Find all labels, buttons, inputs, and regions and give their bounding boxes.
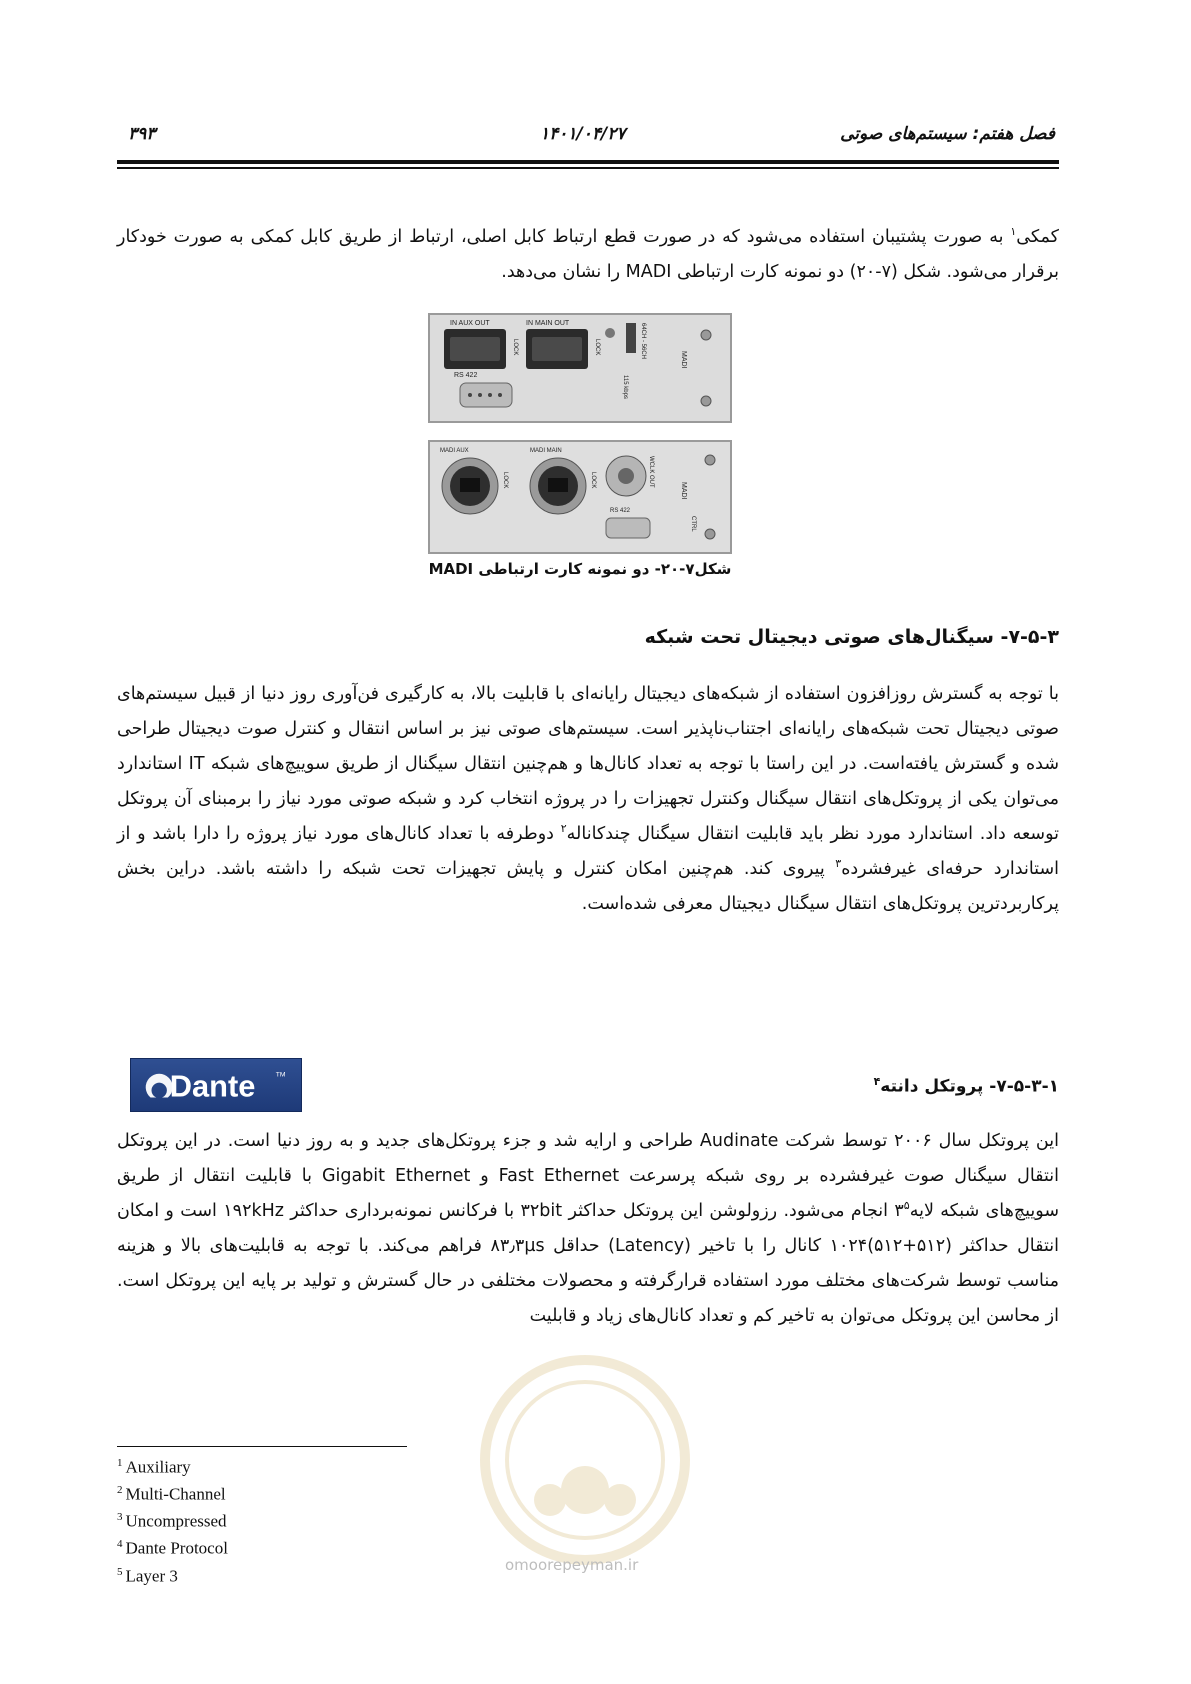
rs422-connector — [460, 383, 512, 407]
card-2-rs422-connector — [606, 518, 650, 538]
watermark-url: omoorepeyman.ir — [505, 1556, 639, 1574]
header-date: ۱۴۰۱/۰۴/۲۷ — [540, 124, 626, 144]
madi-card-photo-2 — [428, 440, 732, 554]
footnotes — [117, 1452, 228, 1588]
card-2-wclk-label: WCLK OUT — [648, 456, 654, 488]
subsection-paragraph — [117, 1124, 1059, 1334]
footnote-5 — [117, 1561, 228, 1588]
footnote-1-text: Auxiliary — [125, 1457, 191, 1477]
header-rule-thin — [117, 167, 1059, 169]
footnote-4-number: 4 — [117, 1538, 123, 1551]
footnote-5-number: 5 — [117, 1565, 123, 1578]
card-1-screw-top — [701, 330, 711, 340]
card-2-madi-label: MADI — [680, 482, 687, 500]
page-number: ۳۹۳ — [128, 124, 156, 144]
dante-mark-icon — [146, 1074, 173, 1098]
card-1-lock2-label: LOCK — [594, 339, 600, 356]
footnote-ref-3: ۳ — [835, 857, 842, 871]
dante-logo — [130, 1058, 302, 1112]
footnote-2-text: Multi-Channel — [125, 1484, 226, 1504]
aux-port-inner — [450, 337, 500, 361]
card-1-madi-label: MADI — [680, 351, 687, 369]
card-1-aux-label: IN AUX OUT — [450, 320, 490, 327]
card-1-screw-bottom — [701, 396, 711, 406]
footnote-4-text: Dante Protocol — [125, 1539, 228, 1559]
card-1-rs-label: RS 422 — [454, 372, 478, 379]
card-1-speed-label: 115 kbps — [622, 375, 628, 399]
subsection-heading-text: ۷-۵-۳-۱- پروتکل دانته — [880, 1076, 1059, 1097]
footnote-2 — [117, 1479, 228, 1506]
section-heading: ۷-۵-۳- سیگنال‌های صوتی دیجیتال تحت شبکه — [644, 626, 1059, 648]
watermark-seal — [470, 1340, 700, 1580]
card-2-rs-label: RS 422 — [610, 508, 631, 514]
footnote-ref-5: ۵ — [903, 1199, 910, 1213]
subsection-text-b: انجام می‌شود. رزولوشن این پروتکل حداکثر ۳۲bit با فرکانس نمونه‌برداری حداکثر ۱۹۲kHz است و امکان انتقال حداکثر (۵۱۲+۵۱۲)۱۰۲۴ کانال را با تاخیر (Latency) حداقل ۸۳٫۳µs فراهم می‌کند. با توجه به قابلیت‌های بالا و هزینه مناسب توسط شرکت‌های مختلف مورد استفاده قرارگرفته و محصولات مختلفی در حال گسترش و تولید بر پایه این پروتکل است. از محاسن این پروتکل می‌توان به تاخیر کم و تعداد کانال‌های زیاد و قابلیت — [117, 1201, 1060, 1326]
footnote-3-text: Uncompressed — [125, 1511, 227, 1531]
section-paragraph — [117, 677, 1059, 922]
footnote-1-number: 1 — [117, 1457, 123, 1469]
subsection-text-a: این پروتکل سال ۲۰۰۶ توسط شرکت Audinate طراحی و ارایه شد و جزء پروتکل‌های جدید و به روز دنیا است. در این پروتکل انتقال سیگنال صوت غیرفشرده بر روی شبکه پرسرعت Fast Ethernet و Gigabit Ethernet با قابلیت انتقال از طریق سوییچ‌های شبکه لایه۳ — [117, 1131, 1060, 1221]
card-2-aux-label: MADI AUX — [440, 448, 469, 454]
madi-card-1-illustration — [430, 315, 730, 421]
section-text-a: با توجه به گسترش روزافزون استفاده از شبکه‌های دیجیتال رایانه‌ای با قابلیت بالا، به کارگیری فن‌آوری روز دنیا از قبیل سیستم‌های صوتی دیجیتال تحت شبکه‌های رایانه‌ای اجتناب‌ناپذیر است. سیستم‌های صوتی نیز بر اساس انتقال و کنترل صوت دیجیتال طراحی شده و گسترش یافته‌است. در این راستا با توجه به تعداد کانال‌ها و هم‌چنین انتقال سیگنال از طریق سوییچ‌های شبکه IT استاندارد می‌توان یکی از پروتکل‌های انتقال سیگنال وکنترل تجهیزات را در پروژه انتخاب کرد و شبکه صوتی مورد نیاز را برمبنای آن پروتکل توسعه داد. استاندارد مورد نظر باید قابلیت انتقال سیگنال چندکاناله — [117, 684, 1059, 844]
card-2-main-label: MADI MAIN — [530, 448, 562, 454]
madi-card-photo-1 — [428, 313, 732, 423]
intro-rest: به صورت پشتیبان استفاده می‌شود که در صورت قطع ارتباط کابل اصلی، ارتباط از طریق کابل کمکی به صورت خودکار برقرار می‌شود. شکل (۷-۲۰) دو نمونه کارت ارتباطی MADI را نشان می‌دهد. — [117, 227, 1059, 282]
card-2-screw-bottom — [705, 529, 715, 539]
footnote-4 — [117, 1533, 228, 1560]
footnote-2-number: 2 — [117, 1484, 123, 1497]
footnote-1 — [117, 1452, 228, 1479]
dante-logo-tm: TM — [275, 1071, 286, 1079]
footnote-3-number: 3 — [117, 1511, 123, 1524]
footnote-rule — [117, 1446, 407, 1447]
card-2-lock2-label: LOCK — [590, 472, 596, 489]
footnote-5-text: Layer 3 — [125, 1566, 178, 1586]
card-2-lock-label: LOCK — [502, 472, 508, 489]
card-1-lock-label: LOCK — [512, 339, 518, 356]
intro-text: کمکی — [1016, 227, 1059, 247]
section-text-c: پیروی کند. هم‌چنین امکان کنترل و پایش تجهیزات تحت شبکه را داشته باشد. دراین بخش پرکاربردترین پروتکل‌های انتقال سیگنال دیجیتال معرفی شده‌است. — [117, 859, 1059, 914]
dante-logo-graphic — [131, 1059, 301, 1111]
footnote-ref-4: ۴ — [873, 1075, 881, 1088]
figure-caption: شکل۷-۲۰- دو نمونه کارت ارتباطی MADI — [428, 560, 732, 578]
watermark-seal-icon — [470, 1340, 700, 1580]
channel-switch — [626, 323, 636, 353]
section-text-b: دوطرفه با تعداد کانال‌های مورد نیاز پروژه را دارا باشد و از استاندارد حرفه‌ای غیرفشرده — [117, 824, 1059, 879]
footnote-ref-2: ۲ — [560, 822, 567, 836]
footnote-3 — [117, 1506, 228, 1533]
dante-logo-text: Dante — [169, 1068, 256, 1104]
card-2-screw-top — [705, 455, 715, 465]
header-rule-thick — [117, 160, 1059, 164]
card-1-main-label: IN MAIN OUT — [526, 320, 570, 327]
rotary-switch — [605, 328, 615, 338]
madi-card-2-illustration — [430, 442, 730, 552]
chapter-title: فصل هفتم: سیستم‌های صوتی — [840, 124, 1055, 144]
subsection-heading — [874, 1075, 1059, 1097]
intro-paragraph — [117, 220, 1059, 290]
main-port-inner — [532, 337, 582, 361]
footnote-ref-1: ۱ — [1010, 225, 1017, 239]
card-2-ctrl-label: CTRL — [690, 516, 696, 532]
card-1-switch-label: 64CH - 56CH — [640, 323, 646, 360]
